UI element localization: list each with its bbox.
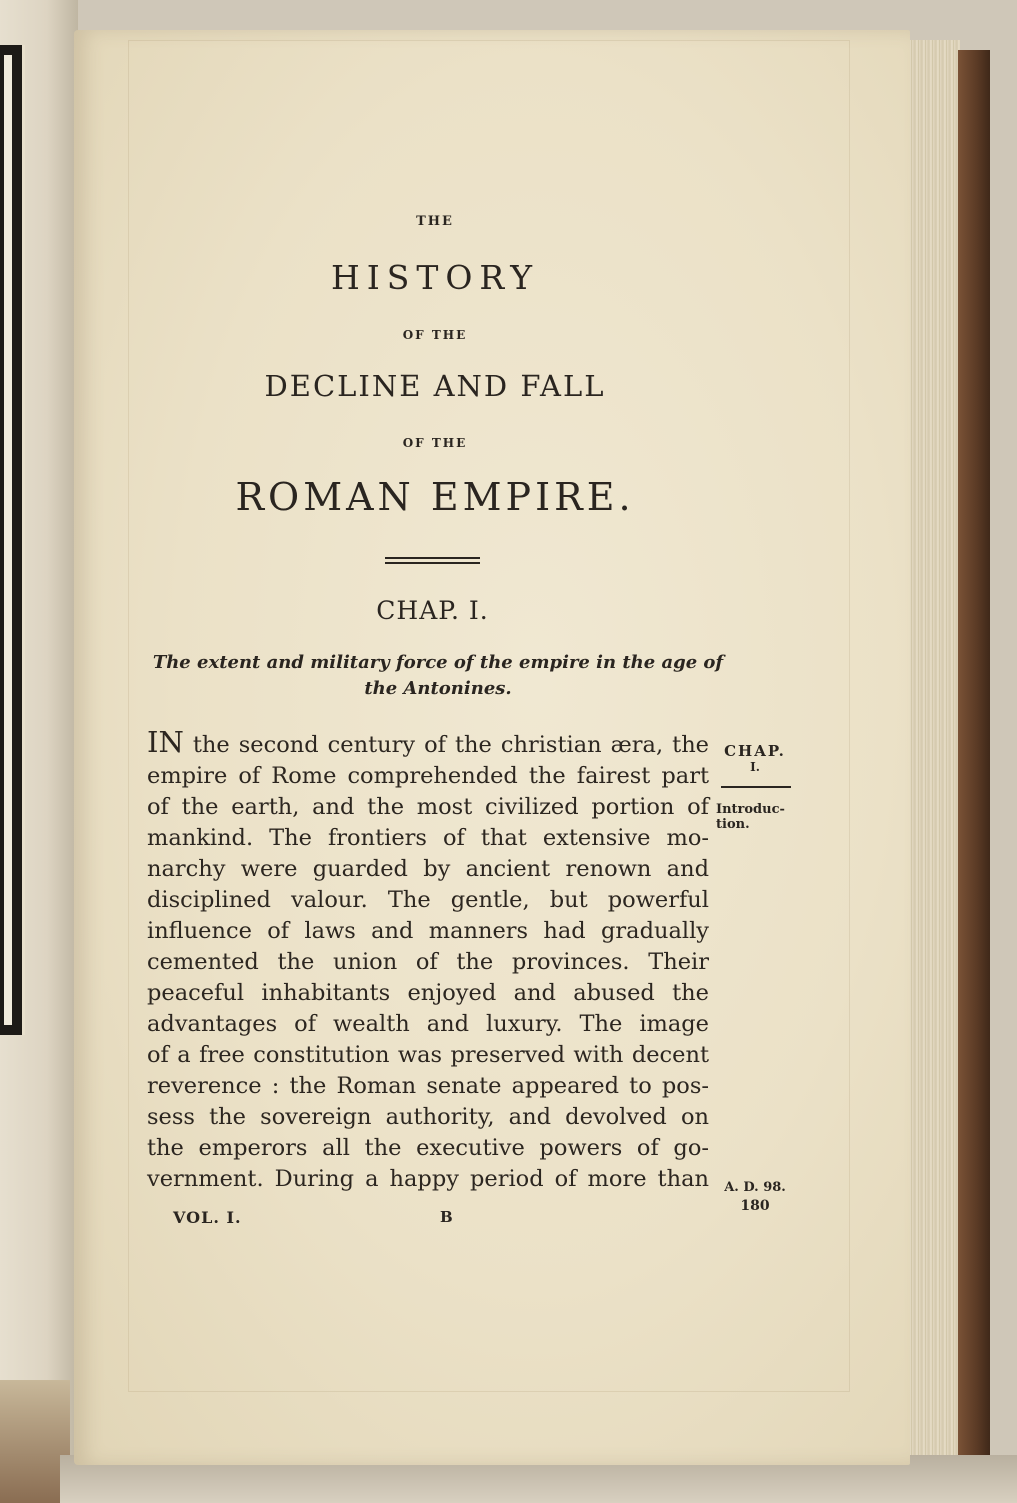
margin-date-end: 180 <box>740 1198 770 1214</box>
body-line <box>147 727 709 761</box>
body-line: the emperors all the executive powers of go- <box>147 1135 709 1161</box>
margin-chap-number: I. <box>750 760 760 774</box>
title-history: HISTORY <box>330 258 540 297</box>
signature-mark: B <box>440 1208 453 1226</box>
drop-cap: IN <box>147 725 184 759</box>
double-rule-divider <box>385 557 480 564</box>
body-paragraph <box>147 727 709 1195</box>
facing-page-edge <box>0 0 78 1503</box>
body-line: influence of laws and manners had gradually <box>147 918 709 944</box>
facing-board-inner <box>4 55 12 1025</box>
body-line: narchy were guarded by ancient renown and <box>147 856 709 882</box>
volume-mark: VOL. I. <box>173 1208 242 1227</box>
margin-introduction <box>716 802 796 832</box>
chapter-subtitle <box>148 650 728 702</box>
fore-edge <box>905 40 960 1460</box>
title-roman-empire: ROMAN EMPIRE. <box>235 475 635 519</box>
margin-chap: CHAP. <box>724 742 786 760</box>
body-line: of the earth, and the most civilized portion of <box>147 794 709 820</box>
body-line: empire of Rome comprehended the fairest part <box>147 763 709 789</box>
title-of-the-1: OF THE <box>402 328 468 342</box>
body-line: of a free constitution was preserved with decent <box>147 1042 709 1068</box>
title-the: THE <box>416 214 454 229</box>
chapter-subtitle-line-2: the Antonines. <box>364 678 512 699</box>
facing-board <box>0 45 25 1035</box>
body-line-text: the second century of the christian æra, the <box>183 732 709 758</box>
margin-rule <box>721 786 791 788</box>
body-line: sess the sovereign authority, and devolved on <box>147 1104 709 1130</box>
chapter-heading: CHAP. I. <box>376 596 489 625</box>
body-line: reverence : the Roman senate appeared to pos- <box>147 1073 709 1099</box>
chapter-subtitle-line-1: The extent and military force of the empire in the age of <box>152 652 724 673</box>
body-line: vernment. During a happy period of more than <box>147 1166 709 1192</box>
margin-date: A. D. 98. <box>724 1180 786 1195</box>
leather-board <box>958 50 990 1460</box>
margin-intro-line-2: tion. <box>716 817 750 832</box>
body-line: peaceful inhabitants enjoyed and abused the <box>147 980 709 1006</box>
title-of-the-2: OF THE <box>402 436 468 450</box>
body-line: advantages of wealth and luxury. The image <box>147 1011 709 1037</box>
margin-intro-line-1: Introduc- <box>716 802 785 817</box>
body-line: mankind. The frontiers of that extensive mo- <box>147 825 709 851</box>
title-decline-and-fall: DECLINE AND FALL <box>264 369 606 403</box>
body-line: disciplined valour. The gentle, but powerful <box>147 887 709 913</box>
body-line: cemented the union of the provinces. Their <box>147 949 709 975</box>
